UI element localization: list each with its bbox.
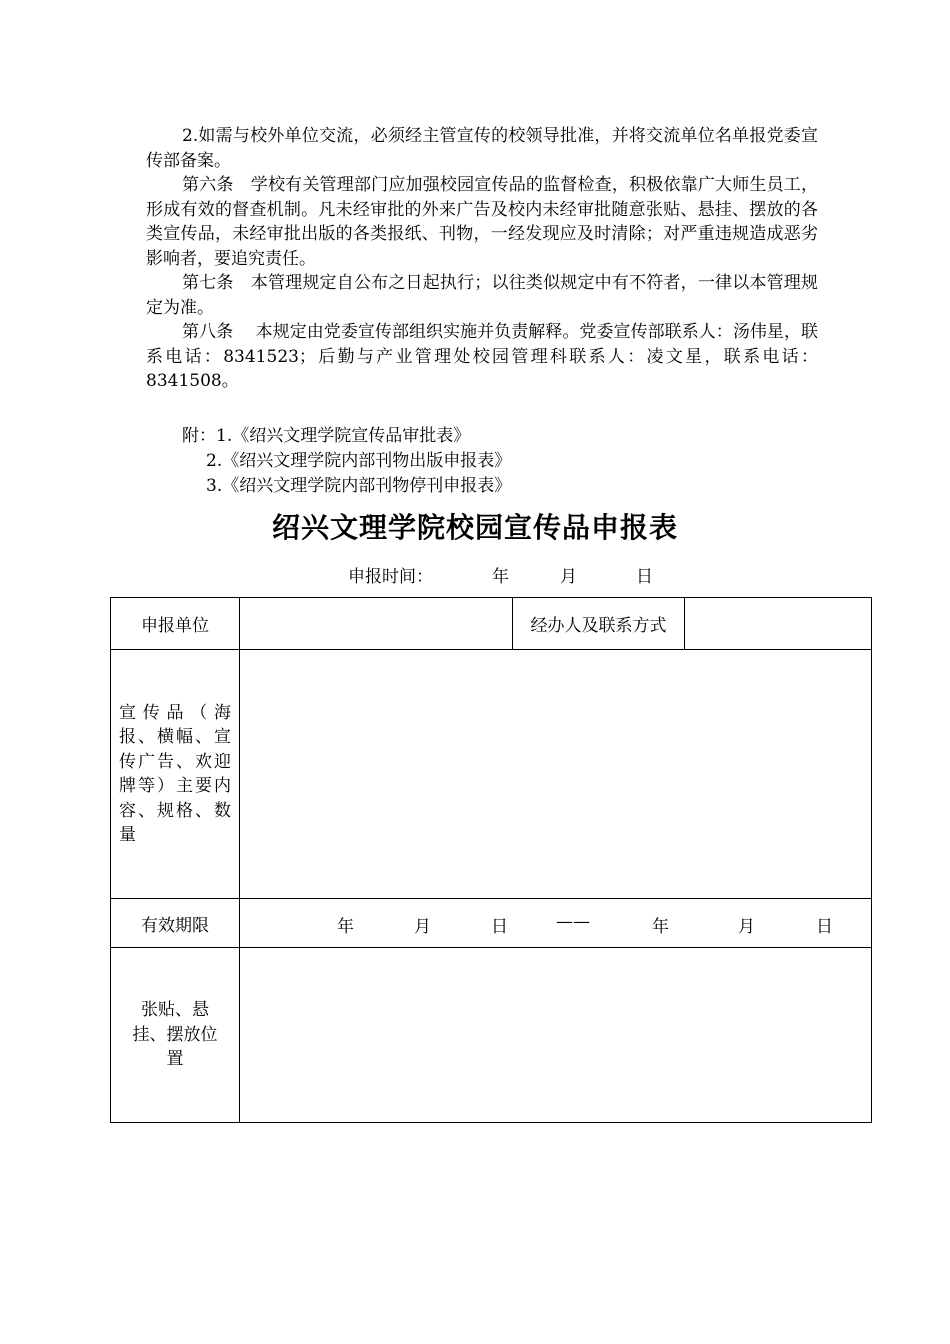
row-period: [111, 899, 872, 948]
period-label-cell: [111, 899, 240, 948]
unit-input-cell[interactable]: [240, 598, 513, 650]
form-title: 绍兴文理学院校园宣传品申报表: [271, 511, 678, 544]
attachment-prefix: 附：: [182, 426, 216, 446]
handler-label-cell: [513, 598, 685, 650]
period-fields: [240, 899, 871, 947]
period-end-month: 月: [738, 917, 755, 937]
row-unit: [111, 598, 872, 650]
paragraph-item-2: 2.如需与校外单位交流，必须经主管宣传的校领导批准，并将交流单位名单报党委宣传部备案。: [146, 126, 818, 171]
attachments-list: [182, 424, 511, 499]
period-input-cell[interactable]: [240, 899, 872, 948]
attachment-2: 2.《绍兴文理学院内部刊物出版申报表》: [206, 451, 512, 471]
handler-label: 经办人及联系方式: [530, 616, 667, 636]
date-day: 日: [636, 567, 653, 587]
content-label: 宣传品（海报、横幅、宣传广告、欢迎牌等）主要内容、规格、数量: [119, 702, 231, 845]
period-end-day: 日: [816, 917, 833, 937]
location-input-cell[interactable]: [240, 948, 872, 1123]
period-start-day: 日: [491, 917, 508, 937]
row-content: [111, 650, 872, 899]
location-label: 张贴、悬挂、摆放位置: [132, 1000, 218, 1070]
handler-input-cell[interactable]: [685, 598, 872, 650]
regulation-text: [146, 124, 818, 394]
application-form-table: [110, 597, 872, 1123]
period-dash: ——: [556, 912, 590, 932]
period-end-year: 年: [652, 917, 669, 937]
article-8: 第八条 本规定由党委宣传部组织实施并负责解释。党委宣传部联系人：汤伟星，联系电话：8341523；后勤与产业管理处校园管理科联系人：凌文星，联系电话：8341508。: [146, 322, 818, 391]
period-label: 有效期限: [141, 915, 209, 936]
location-label-cell: [111, 948, 240, 1123]
unit-label-cell: [111, 598, 240, 650]
date-month: 月: [560, 567, 577, 587]
date-label: 申报时间：: [348, 567, 433, 587]
unit-label: 申报单位: [141, 616, 209, 636]
period-start-year: 年: [337, 917, 354, 937]
period-start-month: 月: [414, 917, 431, 937]
article-7: 第七条 本管理规定自公布之日起执行；以往类似规定中有不符者，一律以本管理规定为准。: [146, 273, 818, 318]
date-year: 年: [492, 567, 509, 587]
row-location: [111, 948, 872, 1123]
content-label-cell: [111, 650, 240, 899]
attachment-3: 3.《绍兴文理学院内部刊物停刊申报表》: [206, 476, 512, 496]
content-input-cell[interactable]: [240, 650, 872, 899]
article-6: 第六条 学校有关管理部门应加强校园宣传品的监督检查，积极依靠广大师生员工，形成有效的督查机制。凡未经审批的外来广告及校内未经审批随意张贴、悬挂、摆放的各类宣传品，未经审批出版的各类报纸、刊物，一经发现应及时清除；对严重违规造成恶劣影响者，要追究责任。: [146, 175, 818, 269]
attachment-1: 附：1.《绍兴文理学院宣传品审批表》: [182, 426, 471, 446]
